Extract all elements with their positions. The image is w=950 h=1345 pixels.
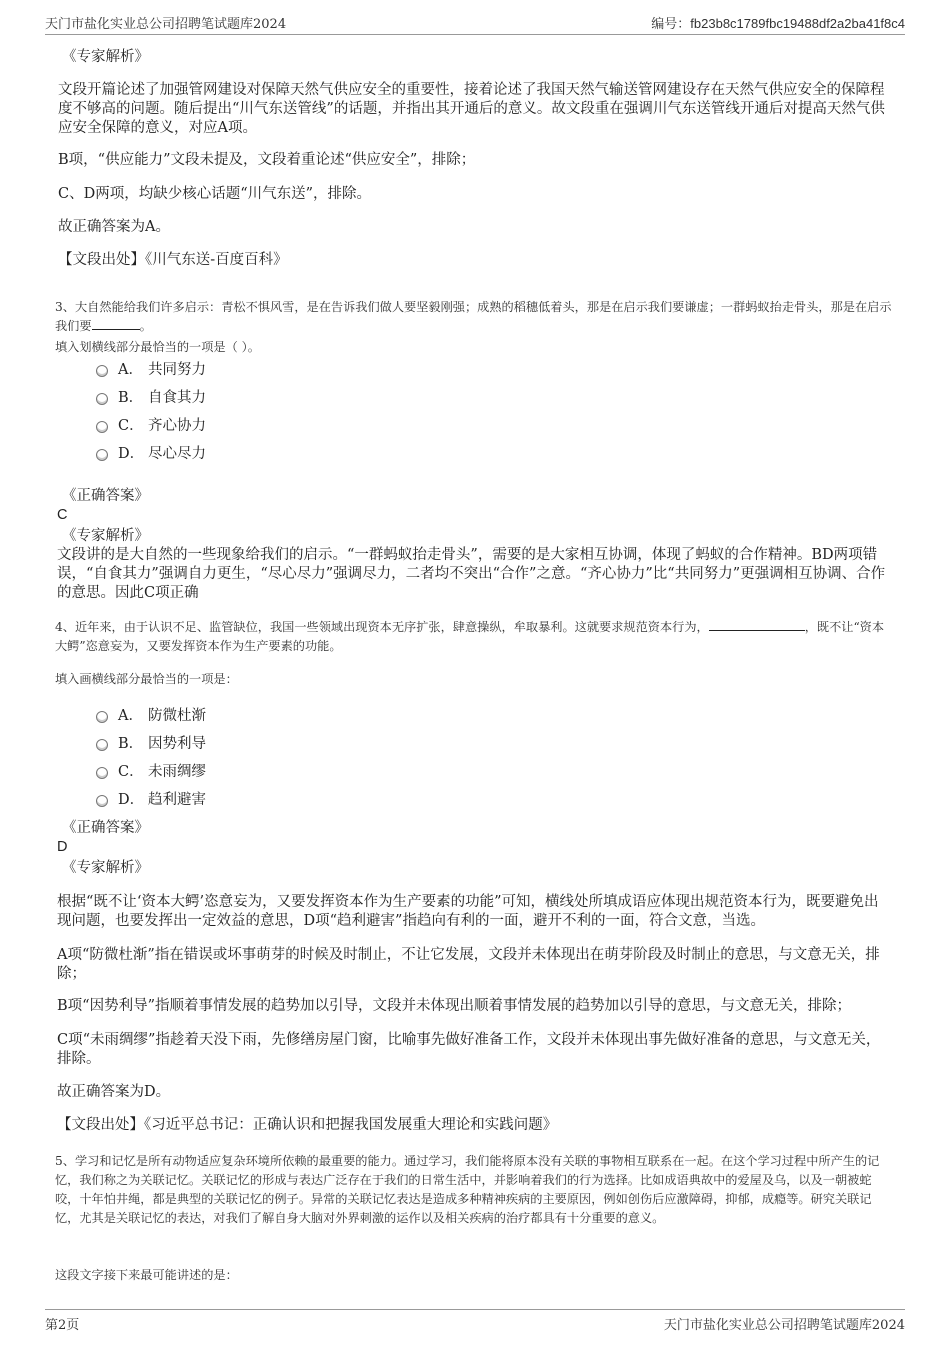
q4-option-d[interactable]: D． 趋利避害 bbox=[96, 790, 206, 810]
q3-analysis-title: 《专家解析》 bbox=[62, 528, 149, 544]
q4-blank bbox=[709, 618, 805, 631]
radio-icon[interactable] bbox=[96, 767, 108, 779]
q5-prompt: 这段文字接下来最可能讲述的是： bbox=[55, 1268, 238, 1282]
q4-answer-title: 《正确答案》 bbox=[62, 820, 149, 836]
q4-analysis-para2: A项“防微杜渐”指在错误或坏事萌芽的时候及时制止，不让它发展，文段并未体现出在萌芽阶段及时制止的意思，与文意无关，排除； bbox=[57, 947, 880, 982]
q4-analysis-title: 《专家解析》 bbox=[62, 860, 149, 876]
q3-prompt: 填入划横线部分最恰当的一项是（ ）。 bbox=[55, 340, 260, 354]
q2-source: 【文段出处】《川气东送-百度百科》 bbox=[58, 252, 288, 268]
q4-analysis-para3: B项“因势利导”指顺着事情发展的趋势加以引导，文段并未体现出顺着事情发展的趋势加以引导的意思，与文意无关，排除； bbox=[57, 998, 851, 1014]
q4-answer-line: 故正确答案为D。 bbox=[57, 1084, 171, 1100]
footer-title: 天门市盐化实业总公司招聘笔试题库2024 bbox=[663, 1318, 905, 1333]
page-header bbox=[45, 10, 905, 35]
header-title: 天门市盐化实业总公司招聘笔试题库2024 bbox=[45, 17, 287, 32]
header-doc-id: 编号：fb23b8c1789fbc19488df2a2ba41f8c4 bbox=[651, 16, 905, 31]
q3-option-c[interactable]: C． 齐心协力 bbox=[96, 416, 206, 436]
q3-option-a[interactable]: A． 共同努力 bbox=[96, 360, 206, 380]
q2-analysis-para2: B项，“供应能力”文段未提及，文段着重论述“供应安全”，排除； bbox=[58, 152, 476, 168]
q3-option-b[interactable]: B． 自食其力 bbox=[96, 388, 206, 408]
radio-icon[interactable] bbox=[96, 449, 108, 461]
q4-option-a[interactable]: A． 防微杜渐 bbox=[96, 706, 206, 726]
q5-stem: 5、学习和记忆是所有动物适应复杂环境所依赖的最重要的能力。通过学习，我们能将原本没有关联的事物相互联系在一起。在这个学习过程中所产生的记忆，我们称之为关联记忆。关联记忆的形成与表达广泛存在于我们的日常生活中，并影响着我们的行为选择。比如成语典故中的爱屋及乌，以及一朝被蛇咬，十年怕井绳，都是典型的关联记忆的例子。异常的关联记忆表达是造成多种精神疾病的主要原因，例如创伤后应激障碍，抑郁，成瘾等。研究关联记忆，尤其是关联记忆的表达，对我们了解自身大脑对外界刺激的运作以及相关疾病的治疗都具有十分重要的意义。 bbox=[55, 1154, 880, 1225]
radio-icon[interactable] bbox=[96, 739, 108, 751]
q3-option-d[interactable]: D． 尽心尽力 bbox=[96, 444, 206, 464]
radio-icon[interactable] bbox=[96, 393, 108, 405]
q3-analysis: 文段讲的是大自然的一些现象给我们的启示。“一群蚂蚁抬走骨头”，需要的是大家相互协调，体现了蚂蚁的合作精神。BD两项错误，“自食其力”强调自力更生，“尽心尽力”强调尽力，二者均不突出“合作”之意。“齐心协力”比“共同努力”更强调相互协调、合作的意思。因此C项正确 bbox=[57, 547, 886, 601]
q2-analysis-para3: C、D两项，均缺少核心话题“川气东送”，排除。 bbox=[58, 186, 372, 202]
q3-answer: C bbox=[57, 507, 68, 523]
q4-option-b[interactable]: B． 因势利导 bbox=[96, 734, 206, 754]
q4-stem: 4、近年来，由于认识不足、监管缺位，我国一些领域出现资本无序扩张，肆意操纵，牟取暴利。这就要求规范资本行为， ，既不让“资本大鳄”恣意妄为，又要发挥资本作为生产要素的功能。 bbox=[55, 620, 885, 653]
radio-icon[interactable] bbox=[96, 711, 108, 723]
q3-blank bbox=[92, 317, 140, 330]
q4-analysis-para1: 根据“既不让‘资本大鳄’恣意妄为，又要发挥资本作为生产要素的功能”可知，横线处所填成语应体现出规范资本行为，既要避免出现问题，也要发挥出一定效益的意思，D项“趋利避害”指趋向有利的一面，避开不利的一面，符合文意，当选。 bbox=[57, 894, 879, 929]
page-footer bbox=[45, 1309, 905, 1334]
q3-answer-title: 《正确答案》 bbox=[62, 488, 149, 504]
q3-stem: 3、大自然能给我们许多启示：青松不惧风雪，是在告诉我们做人要坚毅刚强；成熟的稻穗低着头，那是在启示我们要谦虚；一群蚂蚁抬走骨头，那是在启示我们要 。 bbox=[55, 300, 892, 333]
radio-icon[interactable] bbox=[96, 421, 108, 433]
q2-analysis-title: 《专家解析》 bbox=[62, 49, 149, 65]
q4-prompt: 填入画横线部分最恰当的一项是： bbox=[55, 672, 238, 686]
q2-answer-line: 故正确答案为A。 bbox=[58, 219, 170, 235]
q4-analysis-para4: C项“未雨绸缪”指趁着天没下雨，先修缮房屋门窗，比喻事先做好准备工作，文段并未体现出事先做好准备的意思，与文意无关，排除。 bbox=[57, 1032, 881, 1067]
page-number: 第2页 bbox=[45, 1318, 80, 1333]
q4-source: 【文段出处】《习近平总书记：正确认识和把握我国发展重大理论和实践问题》 bbox=[57, 1117, 558, 1133]
radio-icon[interactable] bbox=[96, 795, 108, 807]
q4-answer: D bbox=[57, 839, 68, 855]
radio-icon[interactable] bbox=[96, 365, 108, 377]
q2-analysis-para1: 文段开篇论述了加强管网建设对保障天然气供应安全的重要性，接着论述了我国天然气输送管网建设存在天然气供应安全的保障程度不够高的问题。随后提出“川气东送管线”的话题，并指出其开通后的意义。故文段重在强调川气东送管线开通后对提高天然气供应安全保障的意义，对应A项。 bbox=[58, 82, 885, 136]
q4-option-c[interactable]: C． 未雨绸缪 bbox=[96, 762, 206, 782]
